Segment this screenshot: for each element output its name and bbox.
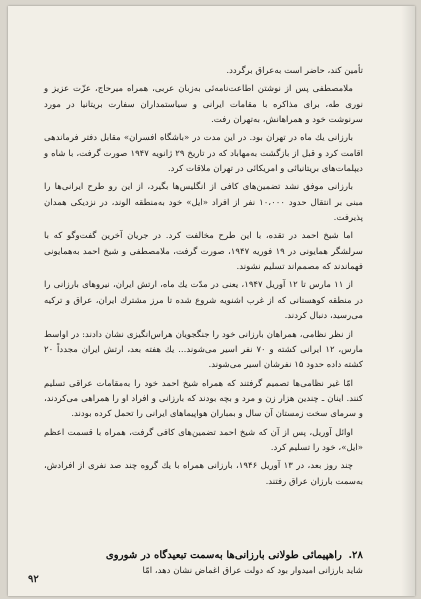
paragraph: بارزانی موفق نشد تضمین‌های کافی از انگلیس‌ها بگیرد، از این رو طرح ایرانی‌ها را مبنی بر انتقال حدود ۱۰،۰۰۰ نفر از افراد «ایل» خود به‌منطقه الوند، در نزدیکی همدان پذیرفت. [44,182,363,224]
paragraph: بارزانی یك ماه در تهران بود. در این مدت در «باشگاه افسران» مقابل دفتر فرماندهی اقامت کرد و قبل از بازگشت به‌مهاباد که در تاریخ ۲۹ ژانویه ۱۹۴۷ صورت گرفت، با شاه و دیپلمات‌های بریتانیائی و امریکائی در تهران ملاقات کرد. [44,133,363,175]
paragraph: از ۱۱ مارس تا ۱۲ آوریل ۱۹۴۷، یعنی در مدّت یك ماه، ارتش ایران، نیروهای بارزانی را در منطقه کوهستانی که از غرب اشنویه شروع شده تا مرز مشترك ایران، عراق و ترکیه می‌رسید، دنبال کردند. [44,280,363,322]
paragraph: ملامصطفی پس از نوشتن اطاعت‌نامه‌ئی به‌زبان عربی، همراه میرحاج، عزّت عزیز و نوری طه، برای مذاکره با مقامات ایرانی و سیاستمداران سفارت بریتانیا در مورد سرنوشت خود و همراهانش، به‌تهران رفت. [44,84,363,126]
section-heading [44,549,363,561]
paragraph: تأمین کند، حاضر است به‌عراق برگردد. [226,66,363,76]
paragraph: امّا غیر نظامی‌ها تصمیم گرفتند که همراه شیخ احمد خود را به‌مقامات عراقی تسلیم کنند. اینان ـ چندین هزار زن و مرد و بچه بودند که بارزانی و افراد او را همراهی می‌کردند، و سرمای سخت زمستان آن سال و بمباران هواپیماهای ایرانی را تحمل کرده بودند. [44,378,363,420]
paragraph: اوائل آوریل، پس از آن که شیخ احمد تضمین‌های کافی گرفت، همراه با قسمت اعظم «ایل»، خود را تسلیم کرد. [44,427,363,453]
page-number: ۹۲ [28,574,39,585]
paragraph: از نظر نظامی، همراهان بارزانی خود را جنگجویان هراس‌انگیزی نشان دادند: در اواسط مارس، ۱۲ ایرانی کشته و ۷۰ نفر اسیر می‌شوند... یك هفته بعد، ارتش ایران مجدداً ۲۰ کشته داده حدود ۱۵ نفرشان اسیر می‌شوند. [44,329,364,371]
section-first-line: شاید بارزانی امیدوار بود که دولت عراق اغماض نشان دهد، امّا [142,566,363,576]
paragraph: چند روز بعد، در ۱۳ آوریل ۱۹۴۶، بارزانی همراه با یك گروه چند صد نفری از افرادش، به‌سمت بارزان عراق رفتند. [44,461,363,487]
body-text [44,64,363,493]
page-fold-shadow [401,6,415,596]
section-title: راهپیمائی طولانی بارزانی‌ها به‌سمت تبعیدگاه در شوروی [105,549,342,561]
section-number: ۲۸. [348,549,363,561]
book-page [8,6,415,596]
paragraph: اما شیخ احمد در تقده، با این طرح مخالفت کرد. در جریان آخرین گفت‌وگو که با سرلشگر همایونی در ۱۹ فوریه ۱۹۴۷، صورت گرفت، ملامصطفی و شیخ احمد به‌همایونی فهماندند که مصمم‌اند تسلیم نشوند. [44,231,363,273]
